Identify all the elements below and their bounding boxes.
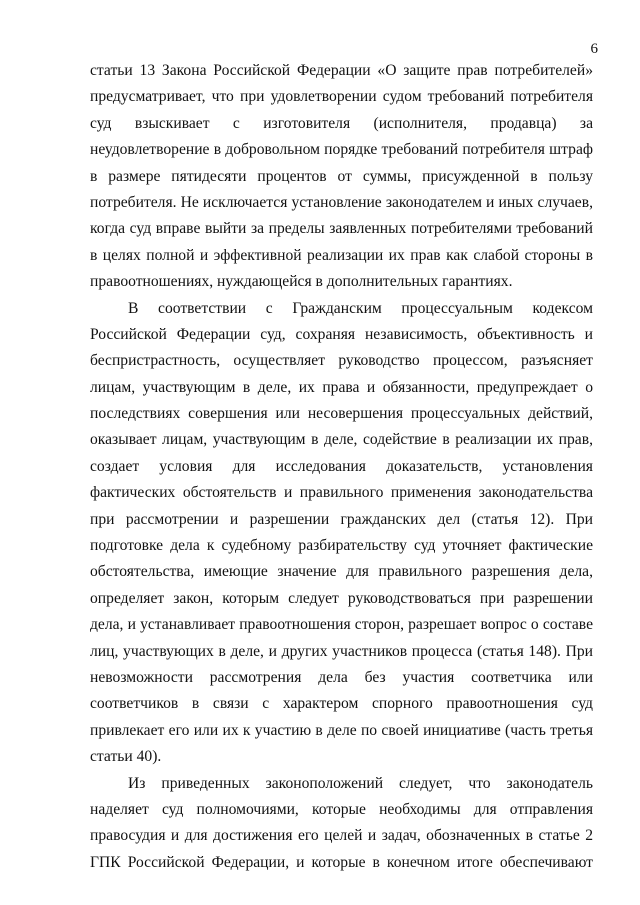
text-line: обстоятельства, имеющие значение для правильного разрешения дела,: [90, 563, 593, 581]
paragraph: [90, 296, 593, 771]
text-line: статьи 13 Закона Российской Федерации «О защите прав потребителей»: [90, 62, 593, 79]
text-line: потребителя. Не исключается установление законодателем и иных случаев,: [90, 193, 593, 211]
text-line: подготовке дела к судебному разбирательству суд уточняет фактические: [90, 537, 593, 555]
page-number: 6: [590, 41, 598, 57]
text-line: при рассмотрении и разрешении гражданских дел (статья 12). При: [90, 510, 593, 528]
text-line: В соответствии с Гражданским процессуальным кодексом: [128, 299, 593, 317]
text-line: Из приведенных законоположений следует, что законодатель: [128, 774, 593, 792]
paragraph: [90, 771, 593, 877]
text-line: Российской Федерации суд, сохраняя независимость, объективность и: [90, 325, 593, 343]
text-line: определяет закон, которым следует руководствоваться при разрешении: [90, 589, 593, 607]
text-line: создает условия для исследования доказательств, установления: [90, 457, 593, 475]
text-line: дела, и устанавливает правоотношения сторон, разрешает вопрос о составе: [90, 616, 593, 634]
text-line: правоотношениях, нуждающейся в дополнительных гарантиях.: [90, 273, 513, 291]
text-line: оказывает лицам, участвующим в деле, содействие в реализации их прав,: [90, 431, 593, 449]
text-line: когда суд вправе выйти за пределы заявленных потребителями требований: [90, 220, 593, 238]
text-line: привлекает его или их к участию в деле по своей инициативе (часть третья: [90, 721, 593, 739]
text-line: в размере пятидесяти процентов от суммы, присужденной в пользу: [90, 167, 593, 185]
text-line: суд взыскивает с изготовителя (исполнителя, продавца) за: [90, 114, 593, 132]
text-line: лиц, участвующих в деле, и других участников процесса (статья 148). При: [90, 642, 593, 660]
text-line: наделяет суд полномочиями, которые необходимы для отправления: [90, 800, 593, 818]
text-line: беспристрастность, осуществляет руководство процессом, разъясняет: [90, 352, 593, 370]
text-line: ГПК Российской Федерации, и которые в конечном итоге обеспечивают: [90, 853, 593, 871]
text-line: последствиях совершения или несовершения процессуальных действий,: [90, 405, 593, 423]
text-line: неудовлетворение в добровольном порядке требований потребителя штраф: [90, 141, 593, 159]
text-line: соответчиков в связи с характером спорного правоотношения суд: [90, 695, 593, 713]
text-line: фактических обстоятельств и правильного применения законодательства: [90, 484, 593, 502]
text-line: статьи 40).: [90, 748, 162, 766]
document-body: [90, 58, 593, 876]
paragraph: [90, 58, 593, 296]
text-line: невозможности рассмотрения дела без участия соответчика или: [90, 668, 593, 686]
text-line: правосудия и для достижения его целей и задач, обозначенных в статье 2: [90, 827, 593, 845]
text-line: в целях полной и эффективной реализации их прав как слабой стороны в: [90, 246, 593, 264]
text-line: лицам, участвующим в деле, их права и обязанности, предупреждает о: [90, 378, 593, 396]
text-line: предусматривает, что при удовлетворении судом требований потребителя: [90, 88, 593, 106]
